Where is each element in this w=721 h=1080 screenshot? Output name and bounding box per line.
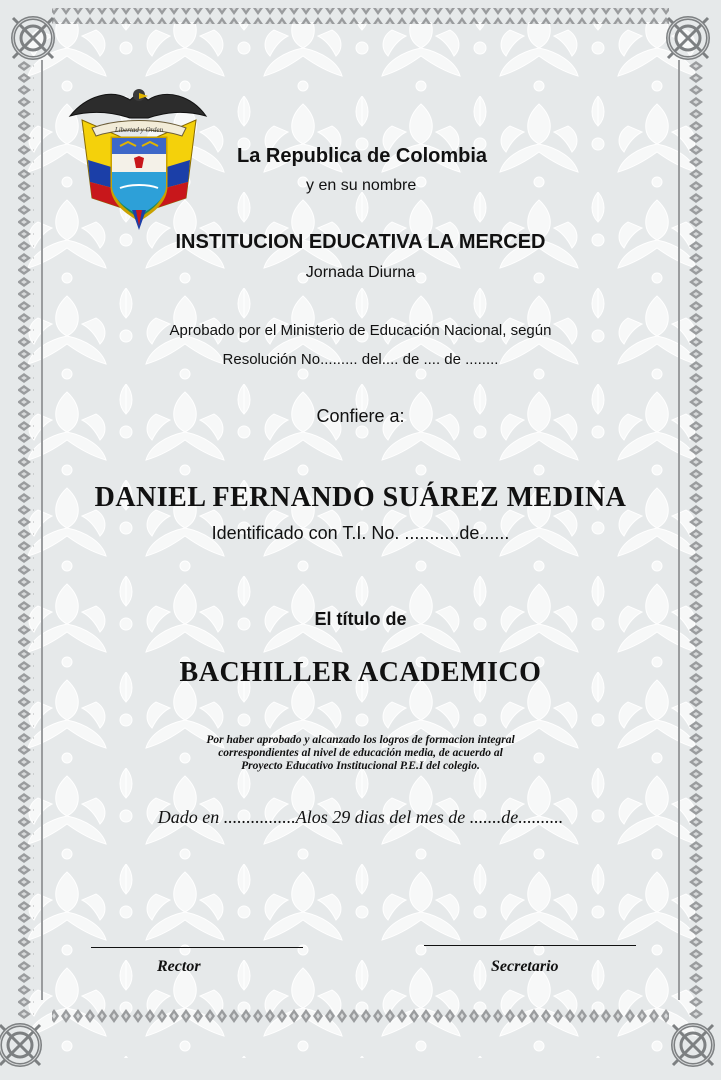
shift-text: Jornada Diurna bbox=[305, 264, 416, 281]
reason-line-1: Por haber aprobado y alcanzado los logros de formacion integral bbox=[206, 734, 515, 746]
signature-line-right bbox=[424, 945, 636, 946]
signature-line-left bbox=[91, 947, 303, 948]
signature-label-rector: Rector bbox=[157, 958, 201, 975]
date-line: Dado en ................Alos 29 dias del mes de .......de.......... bbox=[157, 807, 564, 827]
id-line: Identificado con T.I. No. ...........de...... bbox=[211, 523, 510, 543]
seal-motto: Libertad y Orden bbox=[114, 126, 164, 134]
border-top bbox=[52, 8, 669, 24]
institution-name: INSTITUCION EDUCATIVA LA MERCED bbox=[175, 231, 546, 253]
title-intro: El título de bbox=[314, 609, 407, 629]
recipient-name: DANIEL FERNANDO SUÁREZ MEDINA bbox=[94, 482, 627, 513]
border-bottom bbox=[52, 1008, 669, 1024]
country-heading: La Republica de Colombia bbox=[237, 145, 488, 167]
reason-line-2: correspondientes al nivel de educación media, de acuerdo al bbox=[218, 747, 503, 759]
signature-label-secretario: Secretario bbox=[491, 958, 559, 975]
degree-title: BACHILLER ACADEMICO bbox=[179, 657, 542, 688]
on-behalf-text: y en su nombre bbox=[306, 177, 417, 194]
resolution-text: Resolución No......... del.... de .... de ........ bbox=[222, 351, 499, 368]
confers-text: Confiere a: bbox=[316, 406, 405, 426]
approval-text: Aprobado por el Ministerio de Educación Nacional, según bbox=[169, 322, 552, 339]
reason-line-3: Proyecto Educativo Institucional P.E.I del colegio. bbox=[241, 760, 480, 772]
